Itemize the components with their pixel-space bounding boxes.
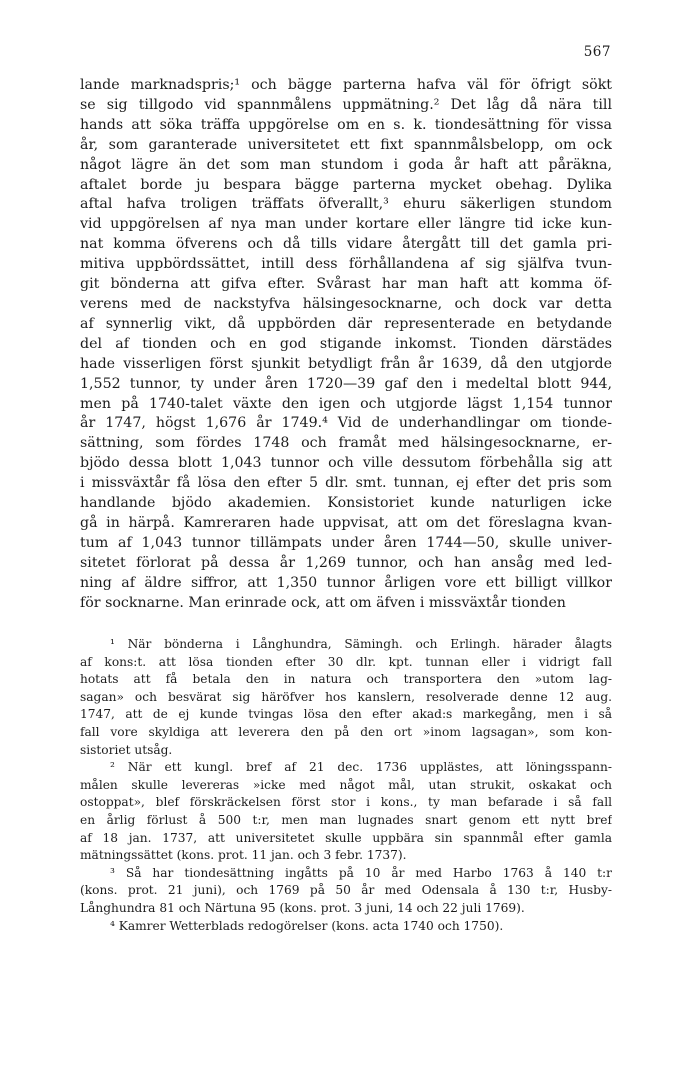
footnote-line: ⁴ Kamrer Wetterblads redogörelser (kons. acta 1740 och 1750). xyxy=(110,918,504,933)
footnote xyxy=(80,865,612,918)
body-line: hade visserligen först sjunkit betydligt från år 1639, då den utgjorde xyxy=(80,355,612,372)
footnote xyxy=(80,918,612,936)
body-line: aftal hafva troligen träffats öfverallt,³ ehuru säkerligen stundom xyxy=(80,196,612,213)
footnote xyxy=(80,759,612,865)
body-line: gå in härpå. Kamreraren hade uppvisat, att om det föreslagna kvan- xyxy=(80,514,612,531)
footnote-line: sistoriet utsåg. xyxy=(80,742,173,757)
footnote-line: Långhundra 81 och Närtuna 95 (kons. prot. 3 juni, 14 och 22 juli 1769). xyxy=(80,900,525,915)
body-text xyxy=(80,76,612,613)
body-line: tum af 1,043 tunnor tillämpats under åren 1744—50, skulle univer- xyxy=(80,534,612,551)
body-line: något lägre än det som man stundom i goda år haft att påräkna, xyxy=(80,156,612,173)
body-line: för socknarne. Man erinrade ock, att om äfven i missväxtår tionden xyxy=(80,594,566,611)
footnote-line: af 18 jan. 1737, att universitetet skulle uppbära sin spannmål efter gamla xyxy=(80,830,612,845)
body-line: men på 1740-talet växte den igen och utgjorde lägst 1,154 tunnor xyxy=(80,395,612,412)
body-line: bjödo dessa blott 1,043 tunnor och ville dessutom förbehålla sig att xyxy=(80,455,612,472)
footnote-line: (kons. prot. 21 juni), och 1769 på 50 år med Odensala å 130 t:r, Husby- xyxy=(80,883,612,898)
body-line: del af tionden och en god stigande inkomst. Tionden därstädes xyxy=(80,335,612,352)
body-line: handlande bjödo akademien. Konsistoriet kunde naturligen icke xyxy=(80,495,612,512)
body-line: vid uppgörelsen af nya man under kortare eller längre tid icke kun- xyxy=(80,216,612,233)
body-line: aftalet borde ju bespara bägge parterna mycket obehag. Dylika xyxy=(80,176,612,193)
footnote-line: ² När ett kungl. bref af 21 dec. 1736 upplästes, att löningsspann- xyxy=(110,760,612,775)
footnote-line: af kons:t. att lösa tionden efter 30 dlr. kpt. tunnan eller i vidrigt fall xyxy=(80,654,612,669)
footnotes xyxy=(80,636,612,935)
body-line: se sig tillgodo vid spannmålens uppmätning.² Det låg då nära till xyxy=(80,96,612,113)
body-line: verens med de nackstyfva hälsingesocknarne, och dock var detta xyxy=(80,295,612,312)
footnote-line: ³ Så har tiondesättning ingåtts på 10 år med Harbo 1763 å 140 t:r xyxy=(110,865,612,880)
body-line: sättning, som fördes 1748 och framåt med hälsingesocknarne, er- xyxy=(80,435,612,452)
body-line: lande marknadspris;¹ och bägge parterna hafva väl för öfrigt sökt xyxy=(80,77,612,93)
body-line: sitetet förlorat på dessa år 1,269 tunnor, och han ansåg med led- xyxy=(80,554,612,571)
footnote-line: ostoppat», blef förskräckelsen först stor i kons., ty man befarade i så fall xyxy=(80,795,612,810)
body-line: 1,552 tunnor, ty under åren 1720—39 gaf den i medeltal blott 944, xyxy=(80,375,612,392)
footnote-line: mätningssättet (kons. prot. 11 jan. och 3 febr. 1737). xyxy=(80,848,407,863)
body-line: nat komma öfverens och då tills vidare återgått till det gamla pri- xyxy=(80,236,612,253)
body-line: år, som garanterade universitetet ett fixt spannmålsbelopp, om ock xyxy=(80,136,612,153)
page-number: 567 xyxy=(583,44,611,60)
footnote-line: fall vore skyldiga att leverera den på den ort »inom lagsagan», som kon- xyxy=(80,724,612,739)
footnote-line: sagan» och besvärat sig häröfver hos kanslern, resolverade denne 12 aug. xyxy=(80,689,612,704)
body-line: hands att söka träffa uppgörelse om en s. k. tiondesättning för vissa xyxy=(80,116,612,133)
body-line: mitiva uppbördssättet, intill dess förhållandena af sig själfva tvun- xyxy=(80,256,612,273)
footnote-line: ¹ När bönderna i Långhundra, Sämingh. och Erlingh. härader ålagts xyxy=(110,637,612,651)
body-line: i missväxtår få lösa den efter 5 dlr. smt. tunnan, ej efter det pris som xyxy=(80,475,612,492)
body-line: af synnerlig vikt, då uppbörden där representerade en betydande xyxy=(80,315,612,332)
footnote xyxy=(80,636,612,759)
body-line: år 1747, högst 1,676 år 1749.⁴ Vid de underhandlingar om tionde- xyxy=(80,415,612,432)
body-line: git bönderna att gifva efter. Svårast har man haft att komma öf- xyxy=(80,276,612,293)
footnote-line: målen skulle levereras »icke med något mål, utan strukit, oskakat och xyxy=(80,777,612,792)
footnote-line: hotats att få betala den in natura och transportera den »utom lag- xyxy=(80,672,612,687)
footnote-line: en årlig förlust å 500 t:r, men man lugnades snart genom ett nytt bref xyxy=(80,812,612,827)
body-line: ning af äldre siffror, att 1,350 tunnor årligen vore ett billigt villkor xyxy=(80,574,612,591)
footnote-line: 1747, att de ej kunde tvingas lösa den efter akad:s markegång, men i så xyxy=(80,707,612,722)
